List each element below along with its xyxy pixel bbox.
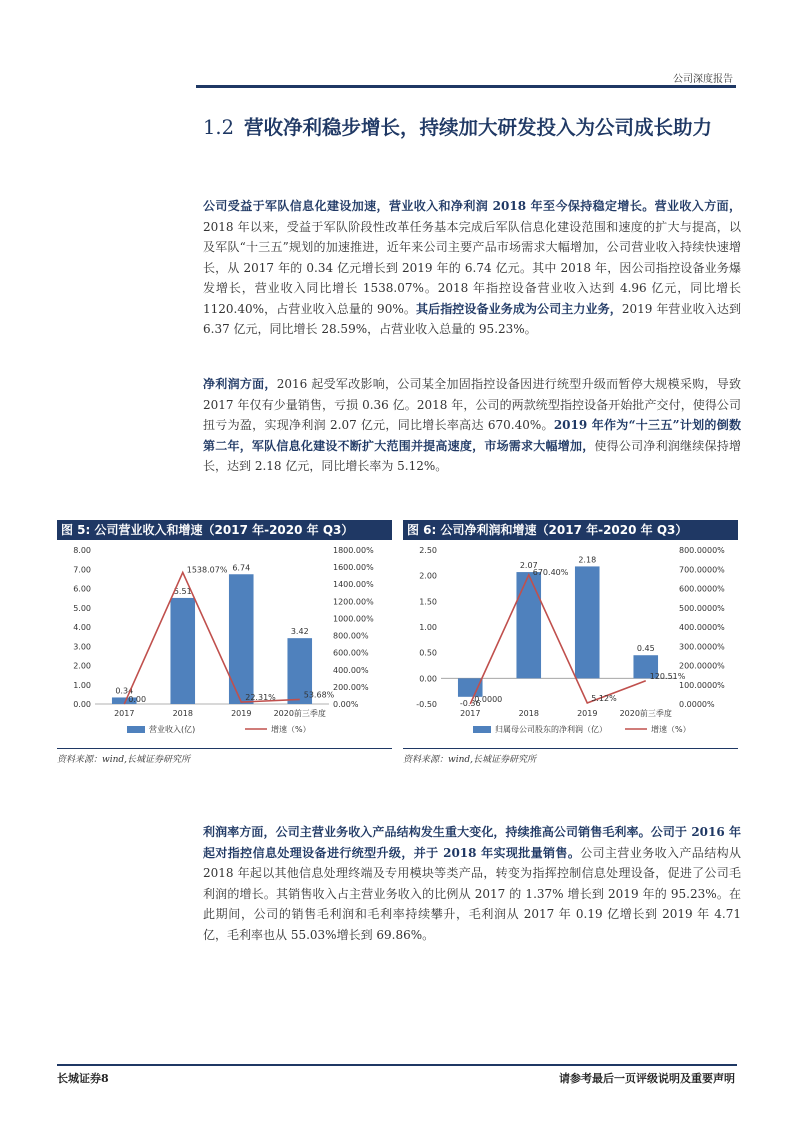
- figure-5-title-bar: [57, 520, 392, 540]
- chart6-x-tick: 2018: [518, 709, 539, 718]
- figure-6-title: 公司净利润和增速（2017 年-2020 年 Q3）: [440, 523, 688, 537]
- chart6-line-label: 5.12%: [591, 694, 617, 704]
- chart6-y-right-tick: 0.0000%: [679, 700, 715, 709]
- chart5-y-right-tick: 1800.00%: [333, 546, 374, 555]
- chart5-y-left-tick: 2.00: [73, 661, 91, 671]
- chart5-y-left-tick: 3.00: [73, 642, 91, 652]
- paragraph-margin-lead: 利润率方面，公司主营业务收入产品结构发生重大变化，持续推高公司销售毛利率。公司于 2016 年起对指控信息处理设备进行统型升级，并于 2018 年实现批量销售。: [203, 825, 741, 860]
- chart5-y-left-tick: 0.00: [73, 700, 91, 709]
- chart6-y-left-tick: 1.00: [419, 623, 437, 632]
- chart6-y-right-tick: 800.0000%: [679, 546, 725, 555]
- figure-5: [57, 520, 392, 765]
- chart6-y-right-tick: 600.0000%: [679, 584, 725, 594]
- revenue-chart: [57, 540, 392, 744]
- chart6-legend-bar-label: 归属母公司股东的净利润（亿）: [495, 725, 607, 734]
- chart5-line-label: 53.68%: [303, 690, 335, 700]
- chart5-line-label: 1538.07%: [186, 565, 228, 575]
- chart5-bar-label: 6.74: [232, 563, 251, 573]
- chart5-y-right-tick: 1200.00%: [333, 597, 374, 607]
- chart5-y-left-tick: 8.00: [73, 546, 91, 555]
- chart5-y-left-tick: 5.00: [73, 603, 91, 613]
- chart5-y-right-tick: 1400.00%: [333, 580, 374, 590]
- paragraph-net-profit-body: 2016 起受军改影响，公司某全加固指控设备因进行统型升级而暂停大规模采购，导致 2017 年仅有少量销售，亏损 0.36 亿。2018 年，公司的两款统型指控设备开始批产交付，使得公司扭亏为盈，实现净利润 2.07 亿元，同比增长率高达 670.40%。: [203, 377, 741, 432]
- chart5-x-tick: 2020前三季度: [273, 709, 326, 718]
- chart5-growth-line: [124, 572, 300, 704]
- paragraph-margin: [203, 822, 741, 945]
- chart5-y-right-tick: 1600.00%: [333, 563, 374, 573]
- chart6-y-right-tick: 400.0000%: [679, 623, 725, 632]
- chart6-growth-line: [470, 575, 646, 704]
- paragraph-net-profit: [203, 374, 741, 477]
- chart6-y-right-tick: 500.0000%: [679, 603, 725, 613]
- chart5-line-label: 22.31%: [245, 693, 276, 703]
- figure-6-divider: [403, 748, 738, 749]
- chart5-bar-label: 3.42: [290, 627, 309, 637]
- header-report-type: 公司深度报告: [673, 74, 733, 85]
- paragraph-revenue-body: 2018 年以来，受益于军队阶段性改革任务基本完成后军队信息化建设范围和速度的扩大与提高，以及军队“十三五”规划的加速推进，近年来公司主要产品市场需求大幅增加，公司营业收入持续快速增长，从 2017 年的 0.34 亿元增长到 2019 年的 6.74 亿元。其中 2018 年，因公司指控设备业务爆发增长，营业收入同比增长 1538.07%。2018 年指控设备营业收入达到 4.96 亿元，同比增长 1120.40%，占营业收入总量的 90%。: [203, 219, 741, 316]
- chart6-bar-label: 2.07: [519, 561, 538, 571]
- chart6-y-left-tick: 0.50: [419, 648, 437, 658]
- paragraph-revenue-tail: 2019 年营业收入达到 6.37 亿元，同比增长 28.59%，占营业收入总量的 95.23%。: [203, 301, 741, 336]
- chart5-y-left-tick: 4.00: [73, 623, 91, 632]
- chart6-bar: [575, 566, 600, 678]
- chart6-x-tick: 2019: [577, 709, 598, 718]
- paragraph-margin-body: 公司主营业务收入产品结构从 2018 年起以其他信息处理终端及专用模块等类产品，转变为指挥控制信息处理设备，促进了公司毛利润的增长。其销售收入占主营业务收入的比例从 2017 的 1.37% 增长到 2019 年的 95.23%。在此期间，公司的销售毛利润和毛利率持续攀升，毛利润从 2017 年 0.19 亿增长到 2019 年 4.71 亿，毛利率也从 55.03%增长到 69.86%。: [203, 845, 741, 942]
- chart6-y-left-tick: 1.50: [419, 597, 437, 607]
- chart5-y-left-tick: 6.00: [73, 584, 91, 594]
- chart5-x-tick: 2018: [172, 709, 193, 718]
- figure-5-source: 资料来源：wind,长城证券研究所: [57, 755, 191, 765]
- chart5-bar-label: 0.34: [115, 686, 134, 696]
- paragraph-revenue-lead: 公司受益于军队信息化建设加速，营业收入和净利润 2018 年至今保持稳定增长。营业收入方面，: [203, 199, 741, 213]
- chart6-bar: [516, 572, 541, 678]
- chart5-legend-bar-label: 营业收入(亿): [149, 725, 196, 734]
- figure-6-title-bar: [403, 520, 738, 540]
- chart6-y-right-tick: 700.0000%: [679, 565, 725, 575]
- header-rule: [196, 85, 736, 88]
- figure-5-title: 公司营业收入和增速（2017 年-2020 年 Q3）: [94, 523, 354, 537]
- chart6-legend-bar-swatch: [473, 726, 491, 733]
- chart6-y-right-tick: 200.0000%: [679, 661, 725, 671]
- chart6-y-left-tick: -0.50: [416, 700, 437, 709]
- figure-6-label: 图 6:: [407, 523, 437, 537]
- chart5-y-left-tick: 1.00: [73, 680, 91, 690]
- chart6-bar-label: 2.18: [578, 555, 597, 565]
- chart6-y-right-tick: 300.0000%: [679, 642, 725, 652]
- footer-page-label: 长城证券8: [57, 1072, 109, 1085]
- figure-6: [403, 520, 738, 765]
- chart6-bar-label: -0.36: [459, 698, 481, 708]
- chart5-y-right-tick: 1000.00%: [333, 614, 374, 624]
- chart6-bar-label: 0.45: [636, 644, 655, 654]
- chart6-line-label: 0.0000: [474, 695, 503, 704]
- paragraph-net-profit-emphasis: 2019 年作为“十三五”计划的倒数第二年，军队信息化建设不断扩大范围并提高速度，市场需求大幅增加，: [203, 418, 741, 453]
- paragraph-revenue: [203, 196, 741, 340]
- chart5-y-left-tick: 7.00: [73, 565, 91, 575]
- chart6-x-tick: 2017: [460, 709, 481, 718]
- chart6-y-left-tick: 2.50: [419, 546, 437, 555]
- chart5-x-tick: 2017: [114, 709, 135, 718]
- chart5-y-right-tick: 600.00%: [333, 648, 369, 658]
- chart5-y-right-tick: 800.00%: [333, 631, 369, 641]
- chart5-bar-label: 5.51: [173, 586, 192, 596]
- figure-5-label: 图 5:: [61, 523, 91, 537]
- paragraph-net-profit-tail: 使得公司净利润继续保持增长，达到 2.18 亿元，同比增长率为 5.12%。: [203, 438, 741, 473]
- footer-rule: [57, 1064, 737, 1066]
- chart5-legend-bar-swatch: [127, 726, 145, 733]
- chart6-y-right-tick: 100.0000%: [679, 680, 725, 690]
- chart5-x-tick: 2019: [231, 709, 252, 718]
- chart6-y-left-tick: 2.00: [419, 571, 437, 581]
- chart5-y-right-tick: 200.00%: [333, 682, 369, 692]
- chart5-bar: [170, 598, 195, 704]
- chart6-legend-line-label: 增速（%）: [651, 725, 691, 734]
- paragraph-revenue-emphasis: 其后指控设备业务成为公司主力业务，: [415, 301, 622, 316]
- chart6-x-tick: 2020前三季度: [619, 709, 672, 718]
- paragraph-net-profit-lead: 净利润方面，: [203, 377, 277, 391]
- net-profit-chart: [403, 540, 738, 744]
- chart6-y-left-tick: 0.00: [419, 674, 437, 684]
- chart5-y-right-tick: 400.00%: [333, 665, 369, 675]
- chart6-line-label: 670.40%: [532, 567, 569, 577]
- chart5-legend-line-label: 增速（%）: [271, 725, 311, 734]
- section-title: 营收净利稳步增长，持续加大研发投入为公司成长助力: [244, 116, 713, 139]
- section-heading: [203, 108, 743, 148]
- figure-6-source: 资料来源：wind,长城证券研究所: [403, 755, 537, 765]
- chart6-line-label: 120.51%: [649, 671, 686, 681]
- footer-disclaimer: 请参考最后一页评级说明及重要声明: [559, 1072, 735, 1085]
- chart5-y-right-tick: 0.00%: [333, 700, 359, 709]
- chart5-line-label: 0.00: [128, 695, 147, 704]
- figure-5-divider: [57, 748, 392, 749]
- section-number: 1.2: [203, 116, 235, 139]
